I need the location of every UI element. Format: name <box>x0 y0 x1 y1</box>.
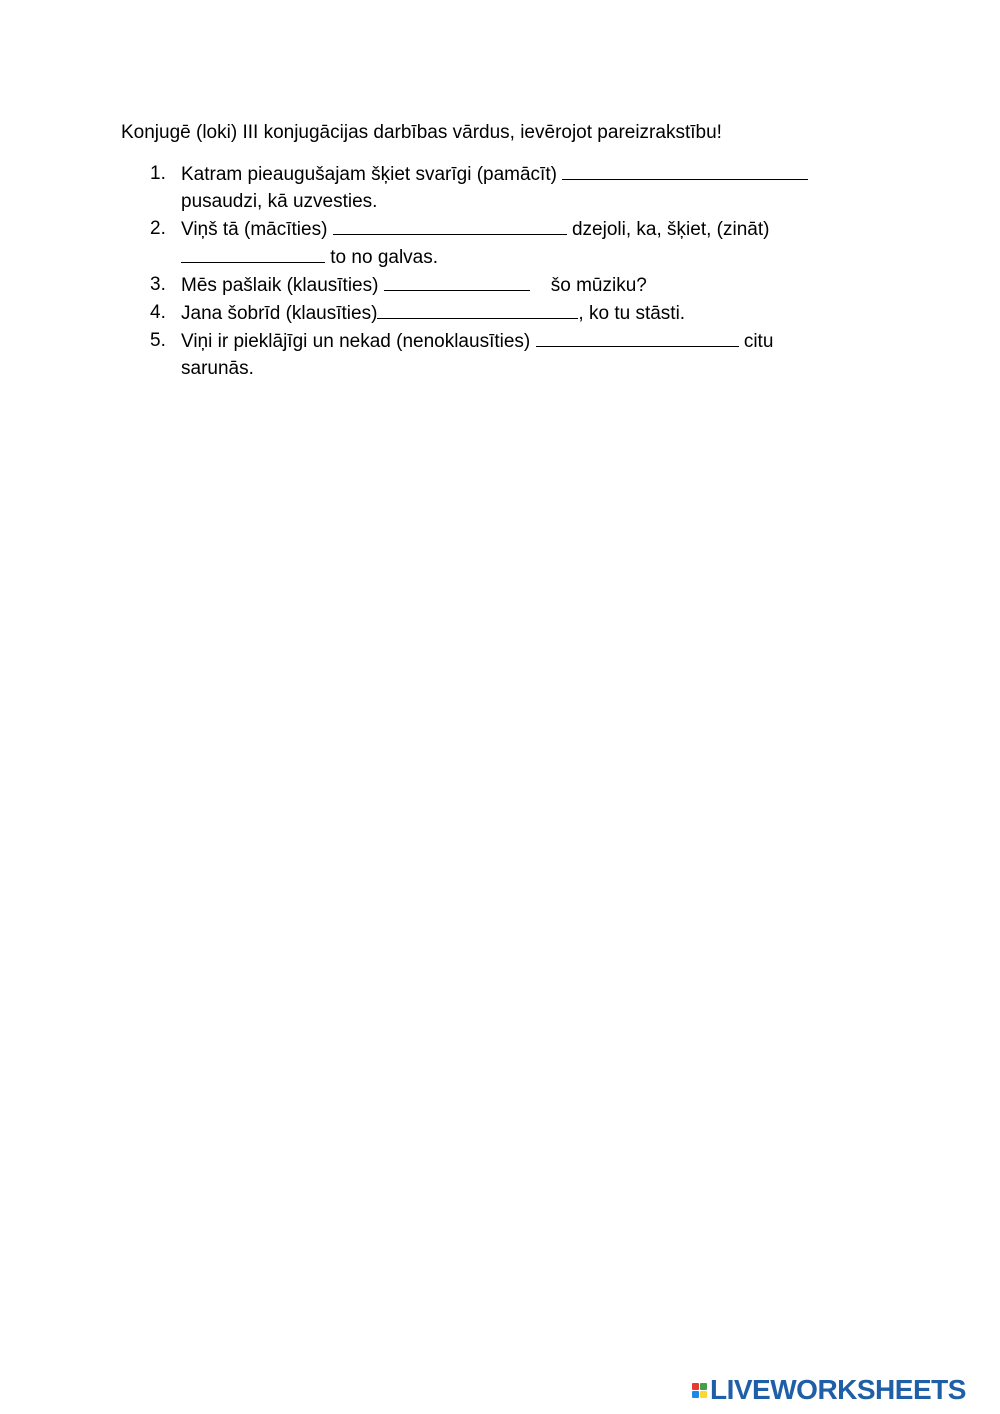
answer-blank-1[interactable] <box>562 160 808 180</box>
exercise-item-5 <box>150 327 850 382</box>
worksheet-instruction: Konjugē (loki) III konjugācijas darbības vārdus, ievērojot pareizrakstību! <box>121 122 722 143</box>
exercise-item-3 <box>150 271 850 299</box>
item-text-before: Viņš tā (mācīties) <box>181 219 328 240</box>
item-text-after: pusaudzi, kā uzvesties. <box>181 191 378 212</box>
item-text-after: to no galvas. <box>330 247 439 268</box>
exercise-item-1 <box>150 160 850 215</box>
item-text-after: , ko tu stāsti. <box>578 303 686 324</box>
item-text-middle: dzejoli, ka, šķiet, (zināt) <box>571 219 770 240</box>
item-number: 5. <box>150 330 166 351</box>
answer-blank-2b[interactable] <box>181 243 325 263</box>
item-number: 4. <box>150 302 166 323</box>
exercise-item-4 <box>150 299 850 327</box>
item-number: 3. <box>150 274 166 295</box>
answer-blank-3[interactable] <box>384 271 530 291</box>
answer-blank-2a[interactable] <box>333 215 567 235</box>
logo-mark-icon <box>692 1383 707 1398</box>
item-number: 2. <box>150 218 166 239</box>
liveworksheets-logo <box>692 1375 966 1405</box>
answer-blank-4[interactable] <box>377 299 578 319</box>
item-text-before: Viņi ir pieklājīgi un nekad (nenoklausīties) <box>181 331 531 352</box>
exercise-item-2 <box>150 215 850 271</box>
item-text-before: Jana šobrīd (klausīties) <box>181 303 378 324</box>
item-text-after: šo mūziku? <box>550 275 647 296</box>
item-text-before: Mēs pašlaik (klausīties) <box>181 275 379 296</box>
item-text-before: Katram pieaugušajam šķiet svarīgi (pamācīt) <box>181 164 557 185</box>
logo-text: LIVEWORKSHEETS <box>710 1374 966 1405</box>
item-number: 1. <box>150 163 166 184</box>
item-text-after: citu sarunās. <box>181 331 774 379</box>
exercise-list <box>150 160 850 382</box>
answer-blank-5[interactable] <box>536 327 739 347</box>
